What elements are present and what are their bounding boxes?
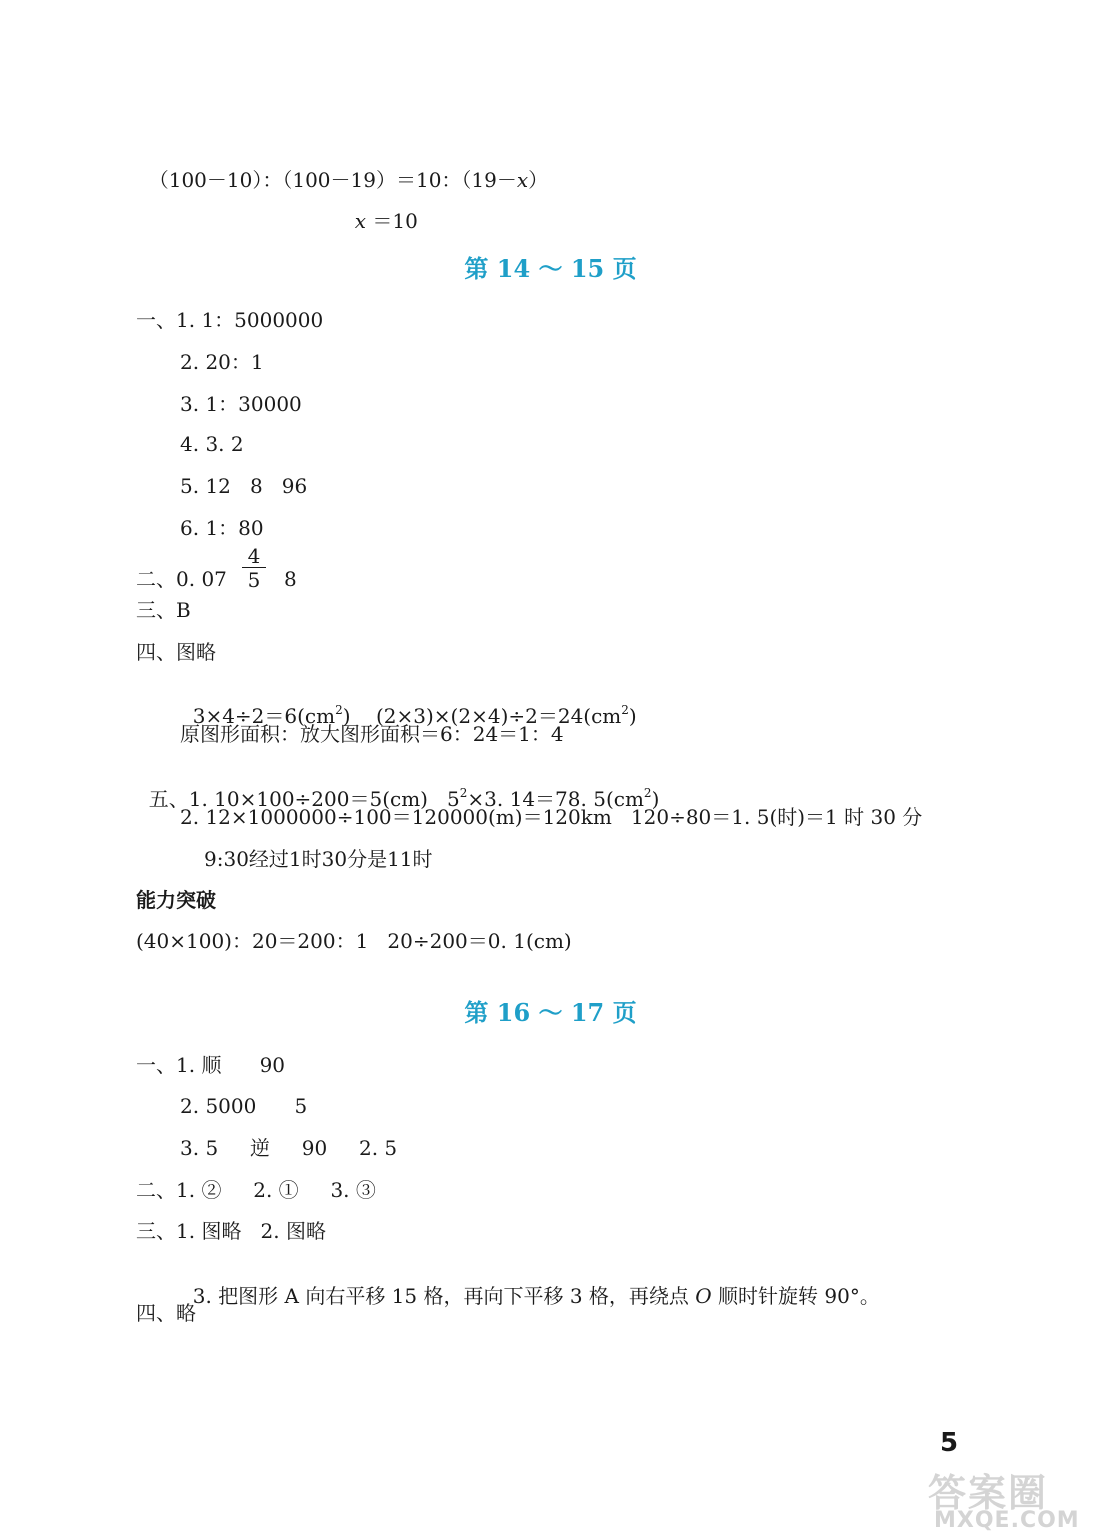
answer-line: 三、B <box>136 598 191 622</box>
variable-x: x <box>354 209 366 233</box>
equation-close: ） <box>528 168 549 192</box>
answer-line: 二、0. 07 <box>136 567 227 591</box>
answer-line <box>136 763 659 811</box>
equation-text: （100－10）：（100－19）＝10：（19－ <box>148 168 517 192</box>
answer-line: 四、略 <box>136 1301 196 1325</box>
formula-part: ) <box>651 787 660 811</box>
top-solution <box>342 185 418 233</box>
instruction-part: 3. 把图形 A 向右平移 15 格，再向下平移 3 格，再绕点 <box>192 1284 696 1308</box>
answer-line <box>180 680 637 728</box>
formula-part: ) <box>628 704 637 728</box>
section-heading-14-15: 第 14 ～ 15 页 <box>464 254 637 283</box>
answer-line: 原图形面积：放大图形面积＝6：24＝1：4 <box>180 722 564 746</box>
watermark-url: MXQE.COM <box>934 1508 1080 1533</box>
answer-line: (40×100)：20＝200：1 20÷200＝0. 1(cm) <box>136 929 572 953</box>
answer-line: 9:30经过1时30分是11时 <box>204 847 433 871</box>
answer-line: 2. 20：1 <box>180 350 264 374</box>
answer-line <box>180 1260 880 1308</box>
answer-line: 一、1. 1：5000000 <box>136 308 324 332</box>
answer-line: 2. 5000 5 <box>180 1094 308 1118</box>
watermark-logo: 答案圈 <box>928 1471 1049 1515</box>
answer-line: 三、1. 图略 2. 图略 <box>136 1219 326 1243</box>
answer-line: 2. 12×1000000÷100＝120000(m)＝120km 120÷80＝1. 5(时)＝1 时 30 分 <box>180 805 923 829</box>
answer-line: 3. 5 逆 90 2. 5 <box>180 1136 398 1160</box>
answer-line: 6. 1：80 <box>180 516 264 540</box>
variable-x: x <box>516 168 529 192</box>
answer-line: 4. 3. 2 <box>180 432 244 456</box>
answer-line: 二、1. ② 2. ① 3. ③ <box>136 1178 376 1202</box>
superscript: 2 <box>459 786 468 800</box>
fraction-denominator: 5 <box>247 568 261 592</box>
subsection-title: 能力突破 <box>136 888 216 912</box>
fraction <box>242 545 266 592</box>
formula-part: ) (2×3)×(2×4)÷2＝24(cm <box>342 704 622 728</box>
section-heading-16-17: 第 16 ～ 17 页 <box>464 998 637 1027</box>
variable-o: O <box>695 1284 712 1308</box>
answer-value: 8 <box>284 567 297 591</box>
solution-text: ＝10 <box>366 209 418 233</box>
answer-line: 3. 1：30000 <box>180 392 302 416</box>
answer-line: 四、图略 <box>136 640 216 664</box>
answer-line: 一、1. 顺 90 <box>136 1053 286 1077</box>
instruction-part: 顺时针旋转 90°。 <box>711 1284 880 1308</box>
superscript: 2 <box>643 786 652 800</box>
superscript: 2 <box>621 703 629 717</box>
formula-part: 五、1. 10×100÷200＝5(cm) 5 <box>148 787 460 811</box>
formula-part: 3×4÷2＝6(cm <box>192 704 336 728</box>
superscript: 2 <box>335 703 343 717</box>
page-number: 5 <box>940 1428 959 1458</box>
formula-part: ×3. 14＝78. 5(cm <box>467 787 644 811</box>
answer-line: 5. 12 8 96 <box>180 474 308 498</box>
fraction-numerator: 4 <box>242 545 266 568</box>
